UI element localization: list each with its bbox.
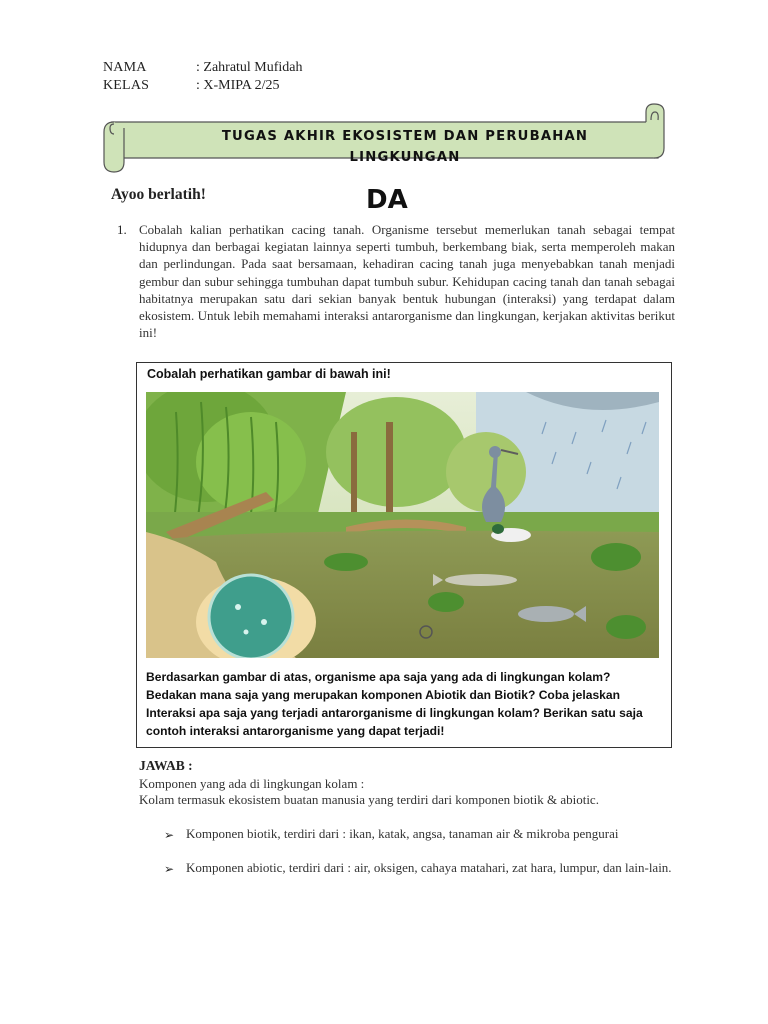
pond-ecosystem-image: [146, 392, 659, 658]
box-title: Cobalah perhatikan gambar di bawah ini!: [147, 367, 391, 381]
box-question: Berdasarkan gambar di atas, organisme apa saja yang ada di lingkungan kolam? Bedakan mana saja yang merupakan komponen Abiotik dan Biotik? Coba jelaskan Interaksi apa saja yang terjadi antarorganisme di lingkungan kolam? Berikan satu saja contoh interaksi antarorganisme yang dapat terjadi!: [146, 670, 643, 738]
answer-line-2: Kolam termasuk ekosistem buatan manusia yang terdiri dari komponen biotik & abiotic.: [139, 792, 599, 807]
bullet-arrow-icon: ➢: [164, 862, 175, 876]
answer-line-1: Komponen yang ada di lingkungan kolam :: [139, 776, 365, 791]
name-label: NAMA: [103, 60, 147, 75]
answer-bullet-biotik: Komponen biotik, terdiri dari : ikan, katak, angsa, tanaman air & mikroba pengurai: [186, 826, 619, 841]
bullet-arrow-icon: ➢: [164, 828, 175, 842]
banner-title: TUGAS AKHIR EKOSISTEM DAN PERUBAHAN LINGKUNGAN: [221, 129, 589, 165]
annotation-da: DA: [366, 185, 408, 215]
answer-bullet-abiotik: Komponen abiotic, terdiri dari : air, oksigen, cahaya matahari, zat hara, lumpur, dan lain-lain.: [186, 860, 672, 875]
class-value: : X-MIPA 2/25: [196, 78, 280, 93]
answer-heading: JAWAB :: [139, 758, 193, 773]
name-value: : Zahratul Mufidah: [196, 60, 303, 75]
question-number: 1.: [117, 222, 127, 237]
class-label: KELAS: [103, 78, 150, 93]
practice-heading: Ayoo berlatih!: [111, 186, 206, 203]
question-text: Cobalah kalian perhatikan cacing tanah. Organisme tersebut memerlukan tanah sebagai tempat hidupnya dan berbagai kegiatan lainnya seperti tumbuh, berkembang biak, serta memperoleh makan dan perlindungan. Pada saat bersamaan, kehadiran cacing tanah juga menyebabkan tanah menjadi gembur dan subur sehingga tumbuhan dapat tumbuh subur. Kehidupan cacing tanah dan tanah sebagai habitatnya merupakan satu dari sekian banyak bentuk hubungan (interaksi) yang terdapat dalam ekosistem. Untuk lebih memahami interaksi antarorganisme dan lingkungan, kerjakan aktivitas berikut ini!: [139, 222, 675, 341]
